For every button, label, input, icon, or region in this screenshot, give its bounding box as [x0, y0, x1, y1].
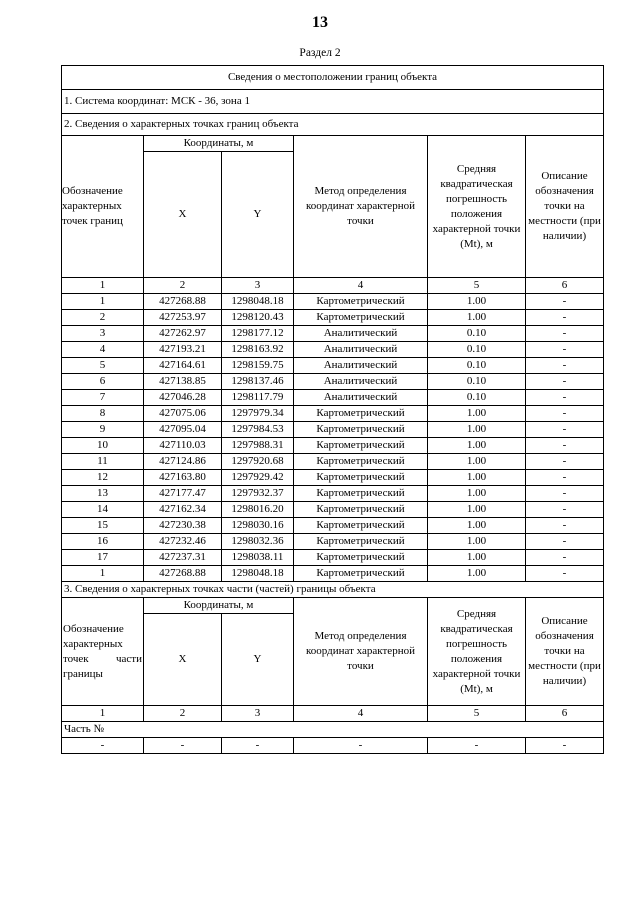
col-number: 2 [144, 706, 222, 722]
point-y: 1298117.79 [222, 390, 294, 406]
table-row [62, 310, 604, 326]
point-method: Аналитический [294, 374, 428, 390]
point-method: Картометрический [294, 422, 428, 438]
point-number: 11 [62, 454, 144, 470]
point-method: Картометрический [294, 486, 428, 502]
point-method: Картометрический [294, 518, 428, 534]
point-number: 1 [62, 566, 144, 582]
part2-title: 2. Сведения о характерных точках границ объекта [62, 114, 604, 136]
header-coordinates: Координаты, м [144, 136, 294, 152]
point-method: Аналитический [294, 390, 428, 406]
point-accuracy: 1.00 [428, 422, 526, 438]
point-method: Картометрический [294, 534, 428, 550]
col-number: 4 [294, 706, 428, 722]
point-y: 1298163.92 [222, 342, 294, 358]
col-number: 3 [222, 706, 294, 722]
point-description: - [526, 502, 604, 518]
point-y: 1297979.34 [222, 406, 294, 422]
part-cell: - [144, 738, 222, 754]
part-label: Часть № [62, 722, 604, 738]
point-description: - [526, 294, 604, 310]
point-y: 1298137.46 [222, 374, 294, 390]
point-method: Картометрический [294, 294, 428, 310]
point-x: 427046.28 [144, 390, 222, 406]
point-y: 1298177.12 [222, 326, 294, 342]
point-accuracy: 0.10 [428, 342, 526, 358]
point-accuracy: 0.10 [428, 358, 526, 374]
table-row [62, 374, 604, 390]
point-y: 1297920.68 [222, 454, 294, 470]
point-accuracy: 1.00 [428, 502, 526, 518]
point-number: 7 [62, 390, 144, 406]
point-number: 1 [62, 294, 144, 310]
table-row [62, 422, 604, 438]
point-accuracy: 1.00 [428, 566, 526, 582]
part-cell: - [526, 738, 604, 754]
point-number: 4 [62, 342, 144, 358]
col-number: 3 [222, 278, 294, 294]
boundary-table [61, 65, 604, 754]
part-cell: - [222, 738, 294, 754]
point-method: Картометрический [294, 454, 428, 470]
point-number: 17 [62, 550, 144, 566]
point-accuracy: 1.00 [428, 550, 526, 566]
header-method: Метод определения координат характерной точки [294, 598, 428, 706]
point-description: - [526, 438, 604, 454]
point-x: 427075.06 [144, 406, 222, 422]
point-y: 1298048.18 [222, 294, 294, 310]
header-y: Y [222, 614, 294, 706]
part-cell: - [428, 738, 526, 754]
table-row [62, 454, 604, 470]
header-x: X [144, 614, 222, 706]
point-number: 12 [62, 470, 144, 486]
point-description: - [526, 486, 604, 502]
point-number: 6 [62, 374, 144, 390]
point-x: 427164.61 [144, 358, 222, 374]
point-y: 1298030.16 [222, 518, 294, 534]
point-method: Аналитический [294, 326, 428, 342]
point-accuracy: 1.00 [428, 486, 526, 502]
point-x: 427124.86 [144, 454, 222, 470]
point-x: 427163.80 [144, 470, 222, 486]
point-accuracy: 0.10 [428, 326, 526, 342]
point-method: Картометрический [294, 550, 428, 566]
point-description: - [526, 326, 604, 342]
table-row [62, 566, 604, 582]
table-row [62, 390, 604, 406]
point-number: 2 [62, 310, 144, 326]
point-x: 427138.85 [144, 374, 222, 390]
point-accuracy: 0.10 [428, 374, 526, 390]
point-description: - [526, 518, 604, 534]
point-y: 1297932.37 [222, 486, 294, 502]
point-method: Картометрический [294, 310, 428, 326]
point-description: - [526, 342, 604, 358]
point-accuracy: 1.00 [428, 534, 526, 550]
header-y: Y [222, 152, 294, 278]
table-row [62, 294, 604, 310]
header-description: Описание обозначения точки на местности (при наличии) [526, 598, 604, 706]
point-x: 427162.34 [144, 502, 222, 518]
header-accuracy: Средняя квадратическая погрешность положения характерной точки (Mt), м [428, 598, 526, 706]
header-description: Описание обозначения точки на местности (при наличии) [526, 136, 604, 278]
point-method: Картометрический [294, 470, 428, 486]
point-description: - [526, 374, 604, 390]
point-accuracy: 1.00 [428, 470, 526, 486]
point-accuracy: 1.00 [428, 438, 526, 454]
header-designation-part: Обозначение характерных точек части границы [62, 598, 144, 706]
col-number: 1 [62, 706, 144, 722]
point-number: 15 [62, 518, 144, 534]
point-description: - [526, 310, 604, 326]
col-number: 5 [428, 278, 526, 294]
point-y: 1297988.31 [222, 438, 294, 454]
point-description: - [526, 534, 604, 550]
coord-system: 1. Система координат: МСК - 36, зона 1 [62, 90, 604, 114]
point-y: 1298048.18 [222, 566, 294, 582]
table-row [62, 358, 604, 374]
point-accuracy: 1.00 [428, 406, 526, 422]
point-accuracy: 1.00 [428, 294, 526, 310]
point-x: 427177.47 [144, 486, 222, 502]
point-description: - [526, 550, 604, 566]
table-row [62, 486, 604, 502]
point-y: 1298120.43 [222, 310, 294, 326]
point-y: 1297929.42 [222, 470, 294, 486]
point-y: 1298038.11 [222, 550, 294, 566]
point-description: - [526, 358, 604, 374]
col-number: 5 [428, 706, 526, 722]
point-x: 427262.97 [144, 326, 222, 342]
point-accuracy: 0.10 [428, 390, 526, 406]
point-method: Картометрический [294, 406, 428, 422]
part3-title: 3. Сведения о характерных точках части (частей) границы объекта [62, 582, 604, 598]
point-y: 1298159.75 [222, 358, 294, 374]
header-accuracy: Средняя квадратическая погрешность положения характерной точки (Mt), м [428, 136, 526, 278]
point-x: 427237.31 [144, 550, 222, 566]
header-method: Метод определения координат характерной точки [294, 136, 428, 278]
table-row [62, 406, 604, 422]
header-coordinates: Координаты, м [144, 598, 294, 614]
point-number: 9 [62, 422, 144, 438]
point-x: 427110.03 [144, 438, 222, 454]
point-method: Аналитический [294, 342, 428, 358]
point-y: 1298016.20 [222, 502, 294, 518]
point-description: - [526, 422, 604, 438]
point-accuracy: 1.00 [428, 310, 526, 326]
point-number: 10 [62, 438, 144, 454]
point-description: - [526, 566, 604, 582]
point-accuracy: 1.00 [428, 518, 526, 534]
col-number: 6 [526, 706, 604, 722]
col-number: 4 [294, 278, 428, 294]
point-description: - [526, 406, 604, 422]
header-designation: Обозначение характерных точек границ [62, 136, 144, 278]
point-number: 14 [62, 502, 144, 518]
table-row [62, 470, 604, 486]
point-number: 8 [62, 406, 144, 422]
col-number: 2 [144, 278, 222, 294]
point-method: Картометрический [294, 502, 428, 518]
point-x: 427253.97 [144, 310, 222, 326]
point-description: - [526, 390, 604, 406]
point-number: 16 [62, 534, 144, 550]
point-number: 5 [62, 358, 144, 374]
point-y: 1298032.36 [222, 534, 294, 550]
point-x: 427232.46 [144, 534, 222, 550]
table-row [62, 438, 604, 454]
col-number: 6 [526, 278, 604, 294]
section-title: Раздел 2 [299, 47, 341, 59]
table-row [62, 550, 604, 566]
point-description: - [526, 454, 604, 470]
table-row [62, 534, 604, 550]
point-method: Картометрический [294, 566, 428, 582]
point-x: 427095.04 [144, 422, 222, 438]
point-method: Аналитический [294, 358, 428, 374]
part-cell: - [62, 738, 144, 754]
point-number: 3 [62, 326, 144, 342]
col-number: 1 [62, 278, 144, 294]
point-description: - [526, 470, 604, 486]
point-method: Картометрический [294, 438, 428, 454]
table-row [62, 518, 604, 534]
point-x: 427193.21 [144, 342, 222, 358]
point-x: 427268.88 [144, 294, 222, 310]
part-cell: - [294, 738, 428, 754]
point-y: 1297984.53 [222, 422, 294, 438]
table-title: Сведения о местоположении границ объекта [62, 66, 604, 90]
point-x: 427268.88 [144, 566, 222, 582]
point-number: 13 [62, 486, 144, 502]
header-x: X [144, 152, 222, 278]
table-row [62, 502, 604, 518]
point-x: 427230.38 [144, 518, 222, 534]
point-accuracy: 1.00 [428, 454, 526, 470]
page-number: 13 [312, 14, 328, 31]
table-row [62, 326, 604, 342]
table-row [62, 342, 604, 358]
